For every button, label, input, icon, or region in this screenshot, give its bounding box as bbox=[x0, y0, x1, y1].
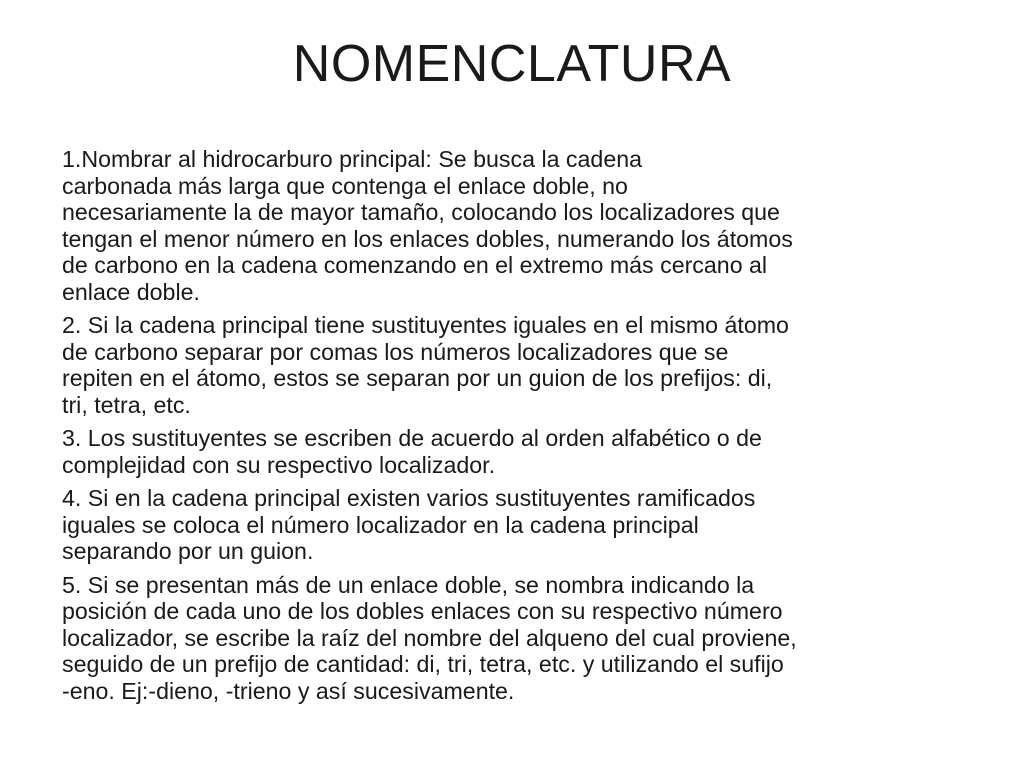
paragraph-line: 4. Si en la cadena principal existen varios sustituyentes ramificados bbox=[62, 485, 756, 511]
paragraph-line: tri, tetra, etc. bbox=[62, 391, 191, 418]
slide-body bbox=[62, 146, 982, 711]
paragraph-line: necesariamente la de mayor tamaño, colocando los localizadores que bbox=[62, 199, 780, 225]
paragraph-line: separando por un guion. bbox=[62, 538, 314, 564]
paragraph-line: posición de cada uno de los dobles enlaces con su respectivo número bbox=[62, 598, 783, 624]
paragraph-line: de carbono en la cadena comenzando en el extremo más cercano al bbox=[62, 252, 768, 278]
paragraph-line: seguido de un prefijo de cantidad: di, tri, tetra, etc. y utilizando el sufijo bbox=[62, 651, 784, 677]
paragraph-line: enlace doble. bbox=[62, 278, 200, 305]
slide-title: NOMENCLATURA bbox=[292, 35, 732, 93]
rule-paragraph-4 bbox=[62, 485, 982, 565]
paragraph-line: -eno. Ej:-dieno, -trieno y así sucesivamente. bbox=[62, 677, 515, 704]
paragraph-line: repiten en el átomo, estos se separan por un guion de los prefijos: di, bbox=[62, 365, 773, 391]
paragraph-line: localizador, se escribe la raíz del nombre del alqueno del cual proviene, bbox=[62, 624, 797, 651]
paragraph-line: 1.Nombrar al hidrocarburo principal: Se busca la cadena bbox=[62, 146, 643, 172]
paragraph-line: tengan el menor número en los enlaces dobles, numerando los átomos bbox=[62, 225, 793, 252]
rule-paragraph-5 bbox=[62, 572, 982, 705]
paragraph-line: complejidad con su respectivo localizador. bbox=[62, 451, 496, 478]
paragraph-line: 2. Si la cadena principal tiene sustituyentes iguales en el mismo átomo bbox=[62, 312, 789, 338]
paragraph-line: iguales se coloca el número localizador en la cadena principal bbox=[62, 511, 699, 538]
paragraph-line: 3. Los sustituyentes se escriben de acuerdo al orden alfabético o de bbox=[62, 425, 762, 451]
rule-paragraph-1 bbox=[62, 146, 982, 305]
rule-paragraph-3 bbox=[62, 425, 982, 478]
paragraph-line: carbonada más larga que contenga el enlace doble, no bbox=[62, 172, 628, 199]
paragraph-line: de carbono separar por comas los números localizadores que se bbox=[62, 338, 729, 365]
rule-paragraph-2 bbox=[62, 312, 982, 418]
paragraph-line: 5. Si se presentan más de un enlace doble, se nombra indicando la bbox=[62, 571, 755, 598]
